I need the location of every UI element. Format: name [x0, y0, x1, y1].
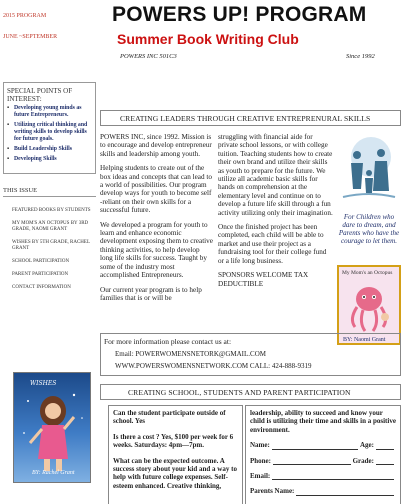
- family-illustration: [337, 133, 401, 208]
- name-field[interactable]: [272, 443, 358, 450]
- faq-item: What can be the expected outcome. A success story about your kid and a way to help with future college expenses. Self-esteem enhanced. Creative thinking,: [113, 456, 237, 490]
- registration-form-box: [245, 405, 401, 504]
- since-year: Since 1992: [346, 53, 375, 60]
- grade-label: Grade:: [352, 456, 374, 465]
- paragraph: struggling with financial aide for private school lessons, or with college tuition. Teaching students how to create their own brand and utilize their skills as youth to prepare for the future. We utilize all academic basic skills for hands on comprehension at the elementary level and continue on to develop a future life skill through a fun activity utilizing only their imagination.: [218, 133, 333, 217]
- this-issue-heading: THIS ISSUE: [3, 187, 38, 194]
- special-points-list: [7, 105, 92, 163]
- contact-email[interactable]: Email: POWERWOMENSNETORK@GMAIL.COM: [115, 350, 266, 358]
- age-field[interactable]: [376, 443, 394, 450]
- page-title: POWERS UP! PROGRAM: [112, 3, 367, 26]
- paragraph: Once the finished project has been completed, each child will be able to market and use their project as a fundraising tool for their college fund or a life long business.: [218, 223, 327, 265]
- octopus-illustration: [339, 267, 399, 343]
- participation-heading: CREATING SCHOOL, STUDENTS AND PARENT PARTICIPATION: [128, 388, 351, 397]
- paragraph: Helping students to create out of the box ideas and concepts that can lead to a world of possibilities. Our program develop ways for youth to become self -reliant on their own skills for a successful future.: [100, 164, 212, 215]
- list-item: ▪ Build Leadership Skills: [7, 146, 92, 153]
- banner-heading: CREATING LEADERS THROUGH CREATIVE ENTREPRENURAL SKILLS: [120, 114, 371, 123]
- wishes-cover-title: WISHES: [30, 380, 57, 387]
- paragraph: We developed a program for youth to learn and enhance economic development exposing them to creative thinking activities, to help develop long life skills for success. Taught by some of the industry most accomplished Entrepreneurs.: [100, 220, 213, 280]
- caption: For Children who dare to dream, and Parents who have the courage to let them.: [338, 213, 400, 245]
- form-intro: leadership, ability to succeed and know your child is utilizing their time and skills in a positive environment.: [250, 409, 396, 434]
- octopus-cover-title: My Mom's an Octopus: [342, 270, 393, 276]
- wishes-book-cover: [13, 372, 91, 483]
- wishes-cover-author: BY: Rachel Grant: [32, 470, 75, 476]
- list-item: MY MOM'S AN OCTOPUS BY 3RD GRADE, NAOMI GRANT: [12, 221, 89, 232]
- grade-field[interactable]: [376, 458, 394, 465]
- special-points-heading: SPECIAL POINTS OF INTEREST:: [7, 87, 73, 103]
- phone-field[interactable]: [273, 458, 351, 465]
- sponsors-note: SPONSORS WELCOME TAX DEDUCTIBLE: [218, 271, 309, 288]
- contact-website-phone[interactable]: WWW.POWERSWOMENSNETWORK.COM CALL: 424-888-9319: [115, 362, 312, 370]
- list-item: ▪ Utilizing critical thinking and writing skills to develop skills for future goals.: [7, 122, 92, 143]
- age-label: Age:: [360, 441, 374, 450]
- parents-row: [250, 487, 396, 495]
- list-item: FEATURED BOOKS BY STUDENTS: [12, 208, 91, 213]
- parents-label: Parents Name:: [250, 487, 295, 496]
- list-item: SCHOOL PARTICIPATION: [12, 259, 70, 264]
- article-column-2: [218, 133, 333, 294]
- list-item: CONTACT INFORMATION: [12, 285, 71, 290]
- page-subtitle: Summer Book Writing Club: [117, 31, 299, 47]
- special-points-box: [3, 82, 96, 174]
- phone-label: Phone:: [250, 456, 271, 465]
- paragraph: POWERS INC, since 1992. Mission is to encourage and develop entrepreneur skills and leadership among youth.: [100, 133, 212, 158]
- email-row: [250, 472, 396, 480]
- email-label: Email:: [250, 472, 271, 481]
- name-age-row: [250, 441, 396, 449]
- faq-item: Can the student participate outside of school. Yes: [113, 409, 226, 426]
- email-field[interactable]: [272, 473, 394, 480]
- list-item: ▪ Developing Skills: [7, 156, 92, 163]
- article-column-1: [100, 133, 213, 308]
- program-months: JUNE ~SEPTEMBER: [3, 34, 58, 40]
- org-name: POWERS INC 501C3: [120, 53, 177, 60]
- paragraph: Our current year program is to help families that is or will be: [100, 285, 202, 302]
- name-label: Name:: [250, 441, 270, 450]
- girl-illustration: [14, 373, 91, 483]
- list-item: ▪ Developing young minds as future Entrepreneurs.: [7, 105, 92, 119]
- faq-box: [108, 405, 243, 504]
- faq-item: Is there a cost ? Yes, $100 per week for 6 weeks. Saturdays: 4pm—7pm.: [113, 432, 234, 450]
- contact-heading: For more information please contact us at:: [104, 337, 232, 346]
- parents-field[interactable]: [296, 489, 394, 496]
- phone-grade-row: [250, 457, 396, 465]
- list-item: WISHES BY 5TH GRADE, RACHEL GRANT: [12, 240, 90, 251]
- list-item: PARENT PARTICIPATION: [12, 272, 69, 277]
- program-year: 2015 PROGRAM: [3, 13, 47, 19]
- octopus-cover-author: BY: Naomi Grant: [343, 337, 386, 343]
- issue-contents-list: [12, 208, 96, 298]
- divider: [3, 196, 96, 197]
